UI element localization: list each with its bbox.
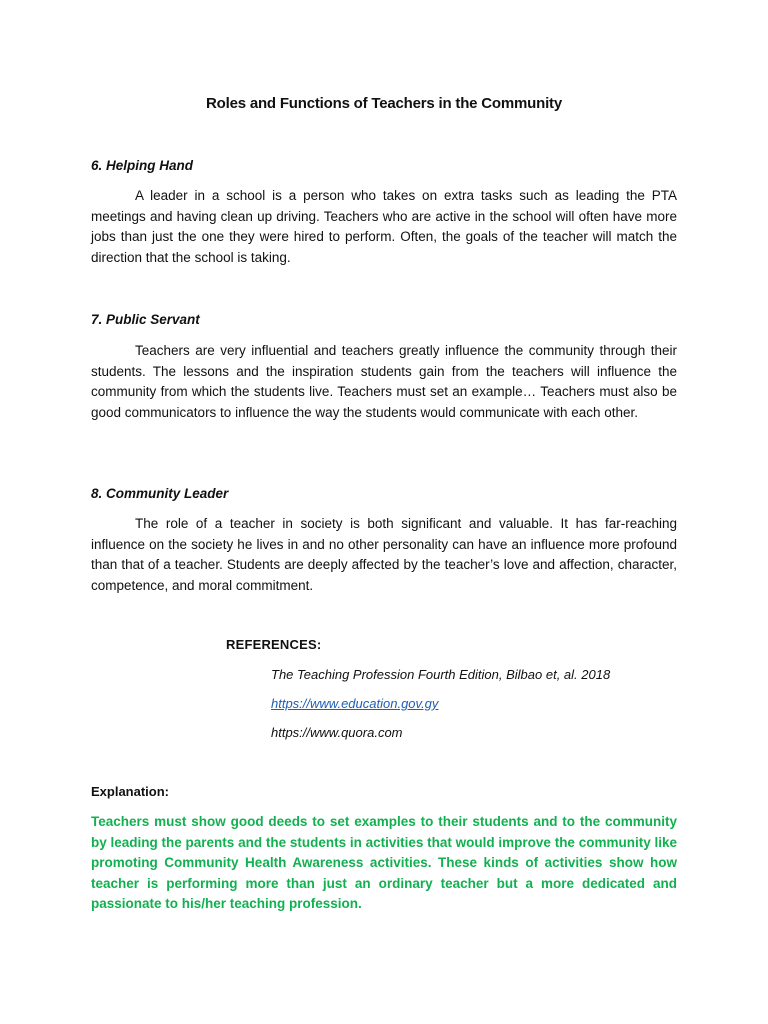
section-heading-public-servant: 7. Public Servant <box>91 312 200 327</box>
section-heading-helping-hand: 6. Helping Hand <box>91 158 194 173</box>
reference-quora: https://www.quora.com <box>271 725 403 740</box>
references-label: REFERENCES: <box>226 637 322 652</box>
section-body-public-servant: Teachers are very influential and teachers greatly influence the community through their students. The lessons and the inspiration students gain from the teachers will influence the community from which the students live. Teachers must set an example… Teachers must also be good communicators to influence the way the students would communicate with each other. <box>91 343 677 420</box>
explanation-text: Teachers must show good deeds to set examples to their students and to the community by leading the parents and the students in activities that would improve the community like promoting Community Health Awareness activities. These kinds of activities show how teacher is performing more than just an ordinary teacher but a more dedicated and passionate to his/her teaching profession. <box>91 814 677 911</box>
reference-link-education[interactable]: https://www.education.gov.gy <box>271 696 439 711</box>
document-title: Roles and Functions of Teachers in the Community <box>206 95 562 112</box>
section-body-community-leader: The role of a teacher in society is both significant and valuable. It has far-reaching influence on the society he lives in and no other personality can have an influence more profound than that of a teacher. Students are deeply affected by the teacher’s love and affection, character, competence, and moral commitment. <box>91 516 677 593</box>
reference-book: The Teaching Profession Fourth Edition, Bilbao et, al. 2018 <box>271 667 611 682</box>
section-body-helping-hand: A leader in a school is a person who takes on extra tasks such as leading the PTA meetings and having clean up driving. Teachers who are active in the school will often have more jobs than just the one they were hired to perform. Often, the goals of the teacher will match the direction that the school is taking. <box>91 188 677 265</box>
explanation-label: Explanation: <box>91 784 170 799</box>
section-heading-community-leader: 8. Community Leader <box>91 486 229 501</box>
